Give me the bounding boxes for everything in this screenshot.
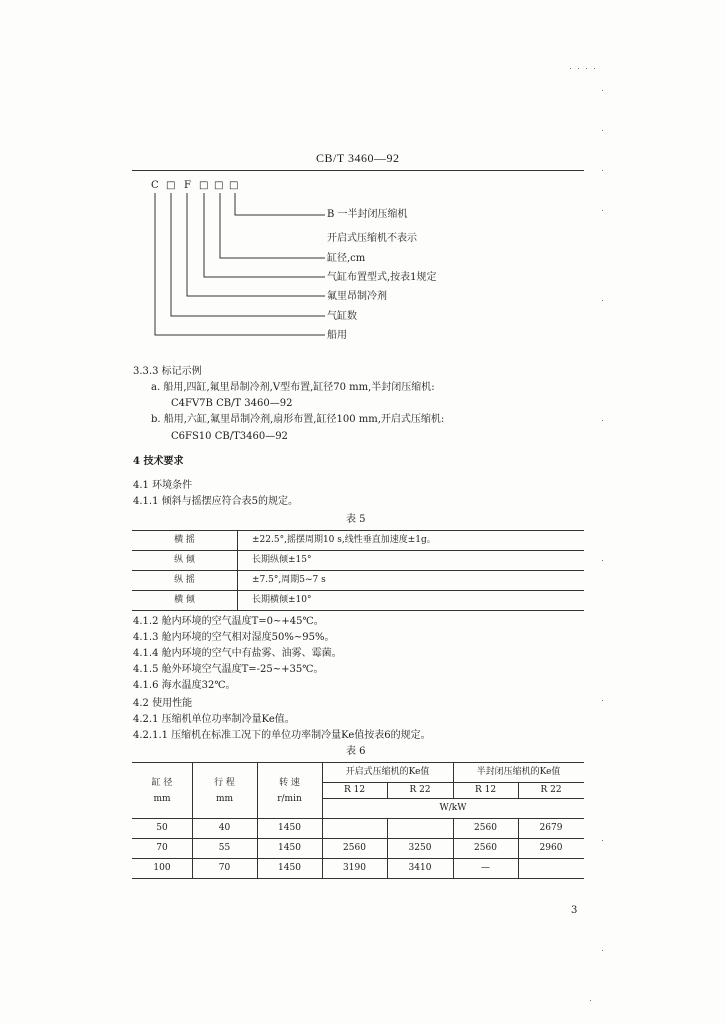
table-6-cell: 70	[218, 863, 231, 873]
table-5-row-value: ±22.5°,摇摆周期10 s,线性垂直加速度±1g。	[252, 535, 436, 545]
section-3-3-3-title: 3.3.3 标记示例	[133, 366, 202, 377]
table-6-cell: 3190	[343, 863, 366, 873]
table-6-header-bore-unit: mm	[153, 794, 171, 804]
section-4-1-6-text: 4.1.6 海水温度32℃。	[133, 680, 236, 691]
table-6-header-speed: 转 速	[279, 778, 300, 788]
designation-box-arrangement: □	[199, 180, 209, 191]
designation-label-refrigerant: 氟里昂制冷剂	[327, 291, 387, 302]
section-4-1-4-text: 4.1.4 舱内环境的空气中有盐雾、油雾、霉菌。	[133, 648, 342, 659]
designation-box-bore: □	[214, 180, 224, 191]
section-4-1-2-text: 4.1.2 舱内环境的空气温度T=0~+45℃。	[133, 616, 324, 627]
example-b-description: b. 船用,六缸,氟里昂制冷剂,扇形布置,缸径100 mm,开启式压缩机:	[151, 414, 445, 425]
table-6-header-stroke-unit: mm	[215, 794, 234, 804]
table-6-header-r12-open: R 12	[343, 785, 366, 795]
example-a-code: C4FV7B CB/T 3460—92	[171, 398, 293, 409]
table-5-row-value: ±7.5°,周期5~7 s	[252, 575, 326, 585]
section-4-2-1-1-text: 4.2.1.1 压缩机在标准工况下的单位功率制冷量Ke值按表6的规定。	[133, 730, 431, 741]
table-6-cell: 2960	[539, 843, 563, 853]
table-6-header-open-compressor: 开启式压缩机的Ke值	[345, 767, 430, 777]
section-4-1-3-text: 4.1.3 舱内环境的空气相对湿度50%~95%。	[133, 632, 335, 643]
table-5-row-label: 纵 倾	[174, 555, 195, 565]
table-6-header-speed-unit: r/min	[277, 794, 302, 804]
table-6-header-bore: 缸 径	[151, 778, 173, 788]
table-6-header-semi-hermetic: 半封闭压缩机的Ke值	[476, 767, 561, 777]
designation-letter-f: F	[184, 180, 191, 191]
designation-label-semi-hermetic: B 一半封闭压缩机	[327, 209, 408, 220]
designation-label-cylinders: 气缸数	[327, 311, 357, 322]
designation-box-cylinders: □	[166, 180, 176, 191]
designation-leader-lines	[140, 190, 340, 350]
table-5-row-value: 长期横倾±10°	[252, 595, 312, 605]
designation-letter-c: C	[151, 180, 159, 191]
page-number: 3	[571, 905, 578, 916]
table-5-row-label: 纵 摇	[174, 575, 195, 585]
table-6-cell: 3410	[408, 863, 432, 873]
table-6-header-r22-open: R 22	[409, 785, 431, 795]
table-6-cell: 3250	[408, 843, 432, 853]
table-6-cell: 40	[218, 823, 231, 833]
header-rule	[132, 170, 584, 171]
example-a-description: a. 船用,四缸,氟里昂制冷剂,V型布置,缸径70 mm,半封闭压缩机:	[151, 382, 435, 393]
table-6-cell: 2560	[474, 823, 497, 833]
designation-box-type: □	[229, 180, 239, 191]
table-6-cell: 2560	[474, 843, 497, 853]
section-4-1-1-text: 4.1.1 倾斜与摇摆应符合表5的规定。	[133, 496, 298, 507]
table-5-row-value: 长期纵倾±15°	[252, 555, 312, 565]
designation-label-bore: 缸径,cm	[327, 253, 366, 264]
table-6-header-r22-semi: R 22	[540, 785, 562, 795]
table-6-cell: 100	[153, 863, 171, 873]
designation-label-arrangement: 气缸布置型式,按表1规定	[327, 272, 437, 283]
table-6-cell: 55	[218, 843, 231, 853]
table-6-cell: 1450	[278, 823, 301, 833]
table-5-row-label: 横 倾	[174, 595, 195, 605]
table-6-caption: 表 6	[346, 746, 366, 757]
standard-code-header: CB/T 3460—92	[316, 151, 400, 165]
table-6-header-stroke: 行 程	[214, 778, 235, 788]
section-4-title: 4 技术要求	[133, 456, 184, 467]
section-4-1-5-text: 4.1.5 舱外环境空气温度T=-25~+35℃。	[133, 664, 324, 675]
table-6-header-unit: W/kW	[439, 803, 467, 813]
table-6-cell: 70	[156, 843, 168, 853]
table-6-cell: 1450	[278, 843, 301, 853]
section-4-2-1-text: 4.2.1 压缩机单位功率制冷量Ke值。	[133, 714, 295, 725]
table-6-cell: 2679	[539, 823, 563, 833]
table-6-cell: 2560	[343, 843, 366, 853]
example-b-code: C6FS10 CB/T3460—92	[171, 431, 288, 442]
section-4-2-title: 4.2 使用性能	[133, 698, 193, 709]
table-6-header-r12-semi: R 12	[474, 785, 497, 795]
designation-label-open-type: 开启式压缩机不表示	[327, 233, 417, 244]
designation-label-marine: 船用	[327, 330, 347, 341]
table-5-row-label: 横 摇	[174, 535, 195, 545]
table-6-cell: 50	[156, 823, 168, 833]
table-6-cell: 1450	[278, 863, 301, 873]
table-5-caption: 表 5	[346, 514, 366, 525]
section-4-1-title: 4.1 环境条件	[133, 480, 193, 491]
table-6-cell: —	[481, 863, 490, 873]
